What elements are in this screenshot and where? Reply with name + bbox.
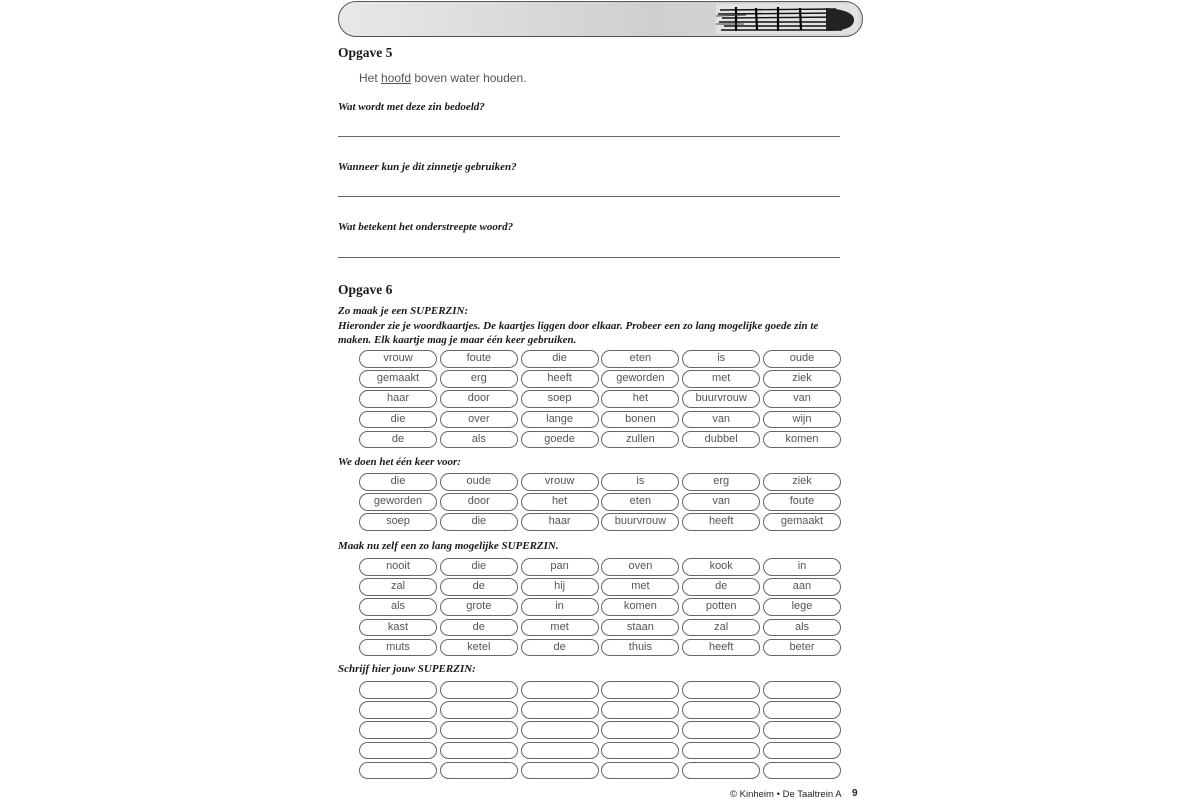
answer-card-slot[interactable]: [359, 701, 437, 719]
word-card[interactable]: van: [682, 411, 760, 429]
answer-card-slot[interactable]: [521, 721, 599, 739]
answer-card-slot[interactable]: [601, 721, 679, 739]
word-card[interactable]: zullen: [601, 431, 679, 449]
word-card[interactable]: soep: [359, 513, 437, 531]
word-card[interactable]: van: [682, 493, 760, 511]
word-card[interactable]: met: [521, 619, 599, 637]
word-card[interactable]: in: [521, 598, 599, 616]
word-card[interactable]: soep: [521, 390, 599, 408]
word-card[interactable]: dubbel: [682, 431, 760, 449]
word-card[interactable]: over: [440, 411, 518, 429]
word-card[interactable]: is: [601, 473, 679, 491]
word-card[interactable]: die: [521, 350, 599, 368]
opgave-5-title: Opgave 5: [338, 45, 393, 60]
answer-card-slot[interactable]: [763, 742, 841, 760]
word-card[interactable]: de: [682, 578, 760, 596]
word-card[interactable]: haar: [521, 513, 599, 531]
word-card[interactable]: oven: [601, 558, 679, 576]
answer-card-slot[interactable]: [359, 762, 437, 780]
answer-card-slot[interactable]: [521, 681, 599, 699]
word-card[interactable]: muts: [359, 639, 437, 657]
instruction-heading: Zo maak je een SUPERZIN:: [338, 305, 469, 317]
word-card[interactable]: die: [359, 473, 437, 491]
example-cards-grid: [359, 473, 841, 531]
word-card[interactable]: eten: [601, 350, 679, 368]
answer-card-slot[interactable]: [682, 681, 760, 699]
word-card[interactable]: heeft: [682, 639, 760, 657]
word-card[interactable]: pan: [521, 558, 599, 576]
word-card[interactable]: goede: [521, 431, 599, 449]
word-card[interactable]: komen: [763, 431, 841, 449]
answer-card-slot[interactable]: [440, 721, 518, 739]
answer-card-slot[interactable]: [763, 701, 841, 719]
answer-card-slot[interactable]: [682, 721, 760, 739]
copyright: © Kinheim: [730, 789, 774, 800]
word-card[interactable]: de: [359, 431, 437, 449]
answer-card-slot[interactable]: [359, 721, 437, 739]
underlined-word: hoofd: [381, 71, 412, 85]
word-card[interactable]: kast: [359, 619, 437, 637]
worksheet-page: [338, 0, 863, 800]
word-card[interactable]: heeft: [682, 513, 760, 531]
header-bar: [338, 1, 863, 37]
phrase-after: boven water houden.: [411, 71, 527, 85]
word-card[interactable]: de: [440, 619, 518, 637]
word-card[interactable]: is: [682, 350, 760, 368]
word-card[interactable]: van: [763, 390, 841, 408]
word-card[interactable]: zal: [359, 578, 437, 596]
answer-cards-grid: [359, 681, 841, 779]
word-card[interactable]: haar: [359, 390, 437, 408]
instructions: [338, 304, 843, 348]
word-card[interactable]: die: [440, 558, 518, 576]
word-card[interactable]: potten: [682, 598, 760, 616]
answer-card-slot[interactable]: [359, 681, 437, 699]
word-card[interactable]: foute: [763, 493, 841, 511]
word-card[interactable]: als: [763, 619, 841, 637]
word-card[interactable]: die: [440, 513, 518, 531]
word-card[interactable]: eten: [601, 493, 679, 511]
word-card[interactable]: bonen: [601, 411, 679, 429]
word-card[interactable]: gemaakt: [359, 370, 437, 388]
word-card[interactable]: als: [359, 598, 437, 616]
word-card[interactable]: aan: [763, 578, 841, 596]
word-card[interactable]: de: [521, 639, 599, 657]
word-card[interactable]: wijn: [763, 411, 841, 429]
word-card[interactable]: geworden: [601, 370, 679, 388]
book-title: De Taaltrein A: [782, 789, 842, 800]
word-card[interactable]: door: [440, 493, 518, 511]
page-number: 9: [852, 788, 858, 799]
word-card[interactable]: foute: [440, 350, 518, 368]
answer-card-slot[interactable]: [521, 701, 599, 719]
train-illustration-icon: [716, 4, 858, 34]
question-when: Wanneer kun je dit zinnetje gebruiken?: [338, 161, 517, 173]
word-card[interactable]: heeft: [521, 370, 599, 388]
question-underlined-word: Wat betekent het onderstreepte woord?: [338, 221, 514, 233]
footer-bullet: •: [776, 789, 780, 800]
answer-card-slot[interactable]: [682, 762, 760, 780]
word-card[interactable]: buurvrouw: [682, 390, 760, 408]
answer-card-slot[interactable]: [763, 721, 841, 739]
answer-card-slot[interactable]: [440, 742, 518, 760]
word-card[interactable]: als: [440, 431, 518, 449]
word-card[interactable]: vrouw: [521, 473, 599, 491]
example-label: We doen het één keer voor:: [338, 456, 461, 468]
word-card[interactable]: beter: [763, 639, 841, 657]
answer-card-slot[interactable]: [521, 762, 599, 780]
answer-card-slot[interactable]: [601, 701, 679, 719]
word-card[interactable]: oude: [440, 473, 518, 491]
answer-card-slot[interactable]: [763, 762, 841, 780]
opgave-6-title: Opgave 6: [338, 282, 393, 297]
answer-card-slot[interactable]: [440, 762, 518, 780]
word-card[interactable]: thuis: [601, 639, 679, 657]
word-card[interactable]: geworden: [359, 493, 437, 511]
answer-line-1[interactable]: [338, 136, 840, 137]
word-card[interactable]: met: [682, 370, 760, 388]
word-cards-grid: [359, 350, 841, 448]
phrase-before: Het: [359, 71, 382, 85]
word-card[interactable]: ziek: [763, 370, 841, 388]
answer-card-slot[interactable]: [440, 701, 518, 719]
instruction-body: Hieronder zie je woordkaartjes. De kaartjes liggen door elkaar. Probeer een zo lang mogelijke goede zin te maken. Elk kaartje mag je maar één keer gebruiken.: [338, 319, 819, 346]
word-card[interactable]: hij: [521, 578, 599, 596]
answer-card-slot[interactable]: [601, 762, 679, 780]
word-card[interactable]: nooit: [359, 558, 437, 576]
word-card[interactable]: door: [440, 390, 518, 408]
word-card[interactable]: de: [440, 578, 518, 596]
idiom-phrase: [359, 71, 526, 85]
answer-card-slot[interactable]: [682, 701, 760, 719]
word-card[interactable]: buurvrouw: [601, 513, 679, 531]
word-card[interactable]: met: [601, 578, 679, 596]
word-card[interactable]: in: [763, 558, 841, 576]
answer-line-3[interactable]: [338, 257, 840, 258]
word-card[interactable]: gemaakt: [763, 513, 841, 531]
answer-card-slot[interactable]: [763, 681, 841, 699]
word-card[interactable]: grote: [440, 598, 518, 616]
word-card[interactable]: ziek: [763, 473, 841, 491]
footer-credit: [730, 789, 842, 800]
word-card[interactable]: erg: [440, 370, 518, 388]
word-card[interactable]: die: [359, 411, 437, 429]
word-card[interactable]: het: [521, 493, 599, 511]
word-card[interactable]: zal: [682, 619, 760, 637]
answer-card-slot[interactable]: [601, 742, 679, 760]
word-card[interactable]: lange: [521, 411, 599, 429]
question-meaning: Wat wordt met deze zin bedoeld?: [338, 101, 485, 113]
answer-card-slot[interactable]: [521, 742, 599, 760]
word-card[interactable]: komen: [601, 598, 679, 616]
own-word-cards-grid: [359, 558, 841, 656]
word-card[interactable]: staan: [601, 619, 679, 637]
word-card[interactable]: ketel: [440, 639, 518, 657]
write-label: Schrijf hier jouw SUPERZIN:: [338, 663, 476, 675]
answer-card-slot[interactable]: [440, 681, 518, 699]
answer-card-slot[interactable]: [601, 681, 679, 699]
word-card[interactable]: erg: [682, 473, 760, 491]
answer-card-slot[interactable]: [359, 742, 437, 760]
word-card[interactable]: het: [601, 390, 679, 408]
own-sentence-label: Maak nu zelf een zo lang mogelijke SUPERZIN.: [338, 540, 559, 552]
word-card[interactable]: kook: [682, 558, 760, 576]
word-card[interactable]: lege: [763, 598, 841, 616]
answer-card-slot[interactable]: [682, 742, 760, 760]
word-card[interactable]: oude: [763, 350, 841, 368]
answer-line-2[interactable]: [338, 196, 840, 197]
word-card[interactable]: vrouw: [359, 350, 437, 368]
